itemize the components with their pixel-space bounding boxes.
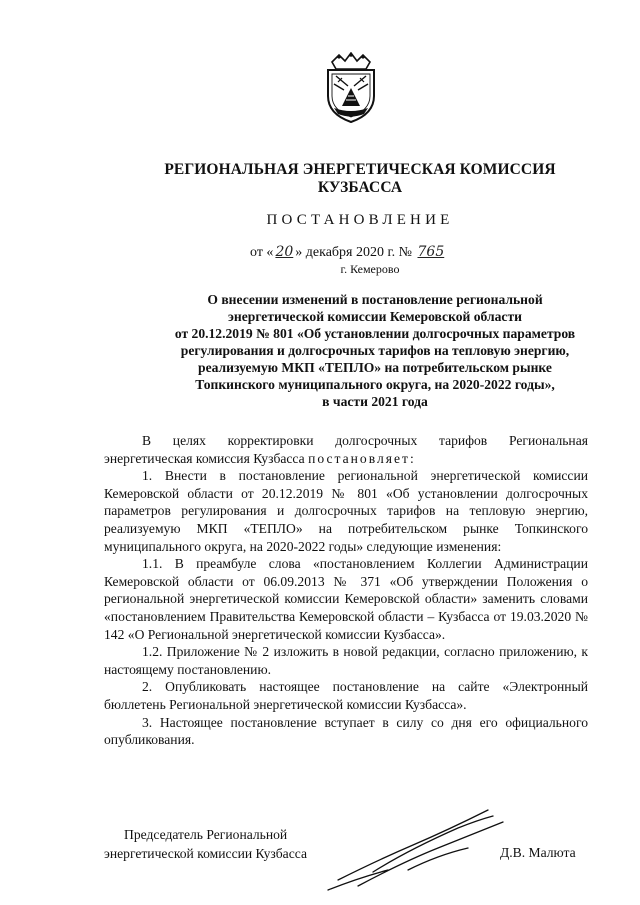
title-line: в части 2021 года: [322, 394, 428, 409]
coat-of-arms-icon: [320, 52, 382, 124]
title-line: О внесении изменений в постановление региональной: [207, 292, 543, 307]
signatory-name: Д.В. Малюта: [500, 845, 576, 860]
title-line: реализуемую МКП «ТЕПЛО» на потребительском рынке: [198, 360, 552, 375]
document-body: [104, 432, 588, 749]
position-line1: Председатель Региональной: [124, 827, 288, 842]
document-title: [100, 291, 640, 410]
paragraph-3: 3. Настоящее постановление вступает в силу со дня его официального опубликования.: [104, 714, 588, 748]
handwritten-signature: [318, 800, 518, 895]
city: г. Кемерово: [340, 262, 400, 276]
paragraph-1-2: 1.2. Приложение № 2 изложить в новой редакции, согласно приложению, к настоящему постановлению.: [104, 644, 588, 677]
signatory-position: [104, 825, 307, 863]
resolves-word: постановляет: [308, 450, 410, 466]
date-prefix: от «: [250, 245, 274, 260]
position-line2: энергетической комиссии Кузбасса: [104, 846, 307, 861]
document-number: 765: [417, 244, 445, 260]
org-name-line2: КУЗБАССА: [317, 179, 403, 196]
org-name-line1: РЕГИОНАЛЬНАЯ ЭНЕРГЕТИЧЕСКАЯ КОМИССИЯ: [164, 161, 556, 178]
document-type: ПОСТАНОВЛЕНИЕ: [266, 212, 454, 228]
title-line: Топкинского муниципального округа, на 2020-2022 годы»,: [195, 377, 555, 392]
paragraph-1: 1. Внести в постановление региональной энергетической комиссии Кемеровской области от 20.12.2019 № 801 «Об установлении долгосрочных параметров регулирования и долгосрочных тарифов на тепловую энергию, реализуемую МКП «ТЕПЛО» на потребительском рынке Топкинского муниципального округа, на 2020-2022 годы» следующие изменения:: [104, 468, 588, 554]
paragraph-2: 2. Опубликовать настоящее постановление на сайте «Электронный бюллетень Региональной энергетической комиссии Кузбасса».: [104, 679, 588, 712]
intro-text: В целях корректировки долгосрочных тарифов Региональная энергетическая комиссия Кузбасса: [104, 433, 588, 466]
intro-colon: :: [409, 450, 414, 466]
title-line: регулирования и долгосрочных тарифов на тепловую энергию,: [180, 343, 570, 358]
title-line: от 20.12.2019 № 801 «Об установлении долгосрочных параметров: [174, 326, 576, 341]
title-line: энергетической комиссии Кемеровской области: [228, 309, 522, 324]
intro-paragraph: [104, 432, 588, 467]
paragraph-1-1: 1.1. В преамбуле слова «постановлением Коллегии Администрации Кемеровской области от 06.09.2013 № 371 «Об утверждении Положения о региональной энергетической комиссии Кемеровской области» заменить словами «постановлением Правительства Кемеровской области – Кузбасса от 19.03.2020 № 142 «О Региональной энергетической комиссии Кузбасса».: [104, 556, 588, 642]
date-middle: » декабря 2020 г. №: [295, 245, 412, 260]
date-day: 20: [275, 244, 294, 260]
date-line: [250, 244, 446, 261]
